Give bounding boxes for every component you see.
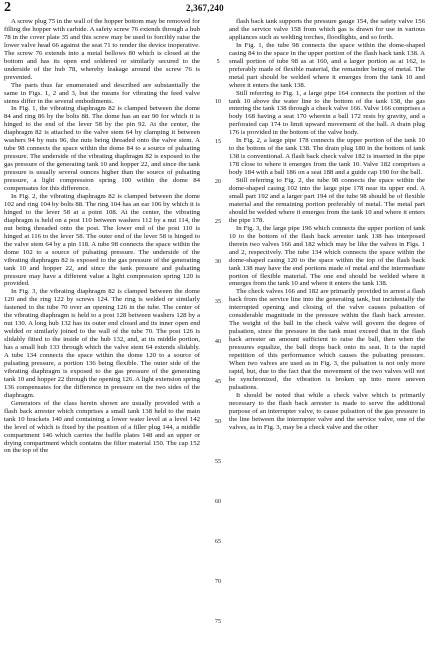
- line-number: 35: [214, 298, 222, 305]
- paragraph: In Fig. 2, the vibrating diaphragm 82 is clamped between the dome 102 and ring 104 by bolts 88. The ring 104 has an ear 106 by which it is hinged to the lever 58 at a point 108. At the center, the vibrating diaphragm is held on a post 110 between washers 112 by a nut 114, the nut being threaded onto the post. The lower end of the post 110 is hinged at 116 to the lever 58. The outer end of the lever 58 is hinged to the valve stem 64 by a pin 118. A tube 98 connects the space within the dome 102 to a source of pulsating pressure. The underside of the vibrating diaphragm 82 is exposed to the gas pressure of the generating tank 10 and hopper 22, and since the tank pressure and pulsating pressure may have a different value a light compression spring 120 is provided.: [4, 192, 200, 288]
- line-number: 45: [214, 378, 222, 385]
- paragraph: The parts thus far enumerated and described are substantially the same in Figs. 1, 2 and 3, but the means for vibrating the feed valve stems differ in the several embodiments.: [4, 81, 200, 105]
- page-header: [0, 0, 432, 18]
- line-number: 40: [214, 338, 222, 345]
- line-number: 5: [216, 58, 220, 65]
- line-number: 30: [214, 258, 222, 265]
- paragraph: Still referring to Fig. 1, a large pipe 164 connects the portion of the tank 10 above the water line to the bottom of the tank 138, the gas entering the tank 138 through a check valve 166. Valve 166 comprises a body 168 having a seat 170 wherein a ball 172 rests by gravity, and a perforated cap 174 to limit upward movement of the ball. A drain plug 176 is provided in the bottom of the valve body.: [229, 89, 425, 137]
- left-column: [4, 18, 200, 455]
- line-number: 20: [214, 178, 222, 185]
- line-number: 10: [214, 98, 222, 105]
- line-number: 15: [214, 138, 222, 145]
- line-number: 70: [214, 578, 222, 585]
- paragraph: In Fig. 3, the large pipe 196 which connects the upper portion of tank 10 to the bottom of the flash back arrester tank 138 has interposed therein two valves 166 and 182 which may be like the valves in Figs. 1 and 2, respectively. The tube 134 which connects the space within the dome-shaped casing 120 to the space within the top of the flash back tank 138 may have the end portions made of metal and the intermediate portion of flexible material. The one end should be welded where it emerges from the tank 10 and where it enters the tank 138.: [229, 224, 425, 288]
- paragraph: The check valves 166 and 182 are primarily provided to arrest a flash back from the service line into the generating tank, but incidentally the interrupted opening and closing of the valve causes pulsation of considerable magnitude in the pressure within the flash back arrester. The weight of the ball in the check valve will govern the degree of pulsation, since the pressure in the tank must exceed that in the flash back arrester an amount sufficient to raise the ball, then when the pressures equalize, the ball drops back onto its seat. It is the rapid repetition of this performance which causes the pulsating pressure. When two valves are used as in Fig. 3, the pulsation is not only more rapid, but, due to the fact that the movement of the two valves will not be synchronized, the vibration is broken up into more uneven pulsations.: [229, 288, 425, 391]
- paragraph: It should be noted that while a check valve which is primarily necessary to the flash back arrester is made to serve the additional purpose of an interrupter valve, to cause pulsation of the gas pressure in the line between the interrupter valve and the service valve, one of the valves, as in Fig. 3, may be a check valve and the other: [229, 391, 425, 431]
- paragraph: In Fig. 1, the tube 98 connects the space within the dome-shaped casing 84 to the space in the upper portion of the flash back tank 138. A small portion of tube 98 as at 160, and a larger portion as at 162, is preferably made of flexible material, the remainder being of metal. The metal part should be welded where it emerges from the tank 10 and where it enters the tank 138.: [229, 41, 425, 89]
- paragraph: A screw plug 75 in the wall of the hopper bottom may be removed for filling the hopper with carbide. A safety screw 76 extends through a hub 78 in the cover plate 35 and this screw may be used to forcibly raise the lower valve head 66 against the seat 71 to render the device inoperative. The screw 76 extends into a metal bellows 80 which is closed at the bottom and has its open end soldered or similarly secured to the underside of the hub 78, whereby leakage around the screw 76 is prevented.: [4, 18, 200, 81]
- right-column: [229, 18, 425, 432]
- paragraph: Still referring to Fig. 2, the tube 98 connects the space within the dome-shaped casing 102 into the large pipe 178 near its upper end. A small part 192 and a larger part 194 of the tube 98 should be of flexible material and the remaining portion preferably of metal. The metal part should be welded where it emerges from the tank 10 and where it enters the pipe 178.: [229, 177, 425, 224]
- paragraph: Generators of the class herein shown are usually provided with a flash back arrester which comprises a small tank 138 held to the main tank 10 brackets 140 and containing a lower water level at a level 142 the level of which is fixed by the position of a filler plug 144, a middle compartment 146 which carries the baffle plates 148 and an upper or drying compartment which contains the filter material 150. The cap 152 on the top of the: [4, 399, 200, 455]
- line-number: 25: [214, 218, 222, 225]
- line-number: 60: [214, 498, 222, 505]
- line-number: 55: [214, 458, 222, 465]
- paragraph: flash back tank supports the pressure gauge 154, the safety valve 156 and the service valve 158 from which gas is drawn for use in various appliances such as welding torches, floodlights, and so forth.: [229, 18, 425, 41]
- paragraph: In Fig. 2, a large pipe 178 connects the upper portion of the tank 10 to the bottom of the tank 138. The drain plug 180 in the bottom of tank 138 is conventional. A flash back check valve 182 is inserted in the pipe 178 close to where it emerges from the tank 10. Valve 182 comprises a body 184 with a ball 186 on a seat 188 and a guide cap 190 for the ball.: [229, 137, 425, 177]
- line-number: 75: [214, 618, 222, 625]
- paragraph: In Fig. 1, the vibrating diaphragm 82 is clamped between the dome 84 and ring 86 by the bolts 88. The dome has an ear 90 for which it is hinged to the end of the lever 58 by the pin 92. At the center, the diaphragm 82 is attached to the valve stem 64 by clamping it between washers 94 by nuts 96, the nuts being threaded onto the valve stem. A tube 98 connects the space within the dome 84 to a source of pulsating pressure. The underside of the vibrating diaphragm 82 is exposed to the gas pressure of the generating tank 10 and hopper 22, and since the tank pressure is usually several ounces higher than the source of pulsating pressure, a light compression spring 100 within the dome 84 compensates for this difference.: [4, 105, 200, 193]
- line-number: 50: [214, 418, 222, 425]
- page-number: 2: [4, 0, 11, 15]
- line-number: 65: [214, 538, 222, 545]
- patent-number: 2,367,240: [186, 3, 224, 13]
- paragraph: In Fig. 3, the vibrating diaphragm 82 is clamped between the dome 120 and the ring 122 by screws 124. The ring is welded or similarly fastened to the tube 70 over an opening 126 in the tube. The center of the vibrating diaphragm is held to a post 128 between washers 128 by a nut 130. A long hub 132 has its outer end closed and its inner open end welded or similarly joined to the wall of the tube 70. The post 126 is slidably fitted to the inside of the hub 132, and, at its middle portion, has a small hub 133 through which the valve stem 64 extends slidably. A tube 134 connects the space within the dome 120 to a source of pulsating pressure, a portion 136 being flexible. The outer side of the vibrating diaphragm is exposed to the gas pressure of the generating tank 10 and hopper 22 through the opening 126. A light extension spring 136 compensates for the difference in pressure on the two sides of the diaphragm.: [4, 288, 200, 399]
